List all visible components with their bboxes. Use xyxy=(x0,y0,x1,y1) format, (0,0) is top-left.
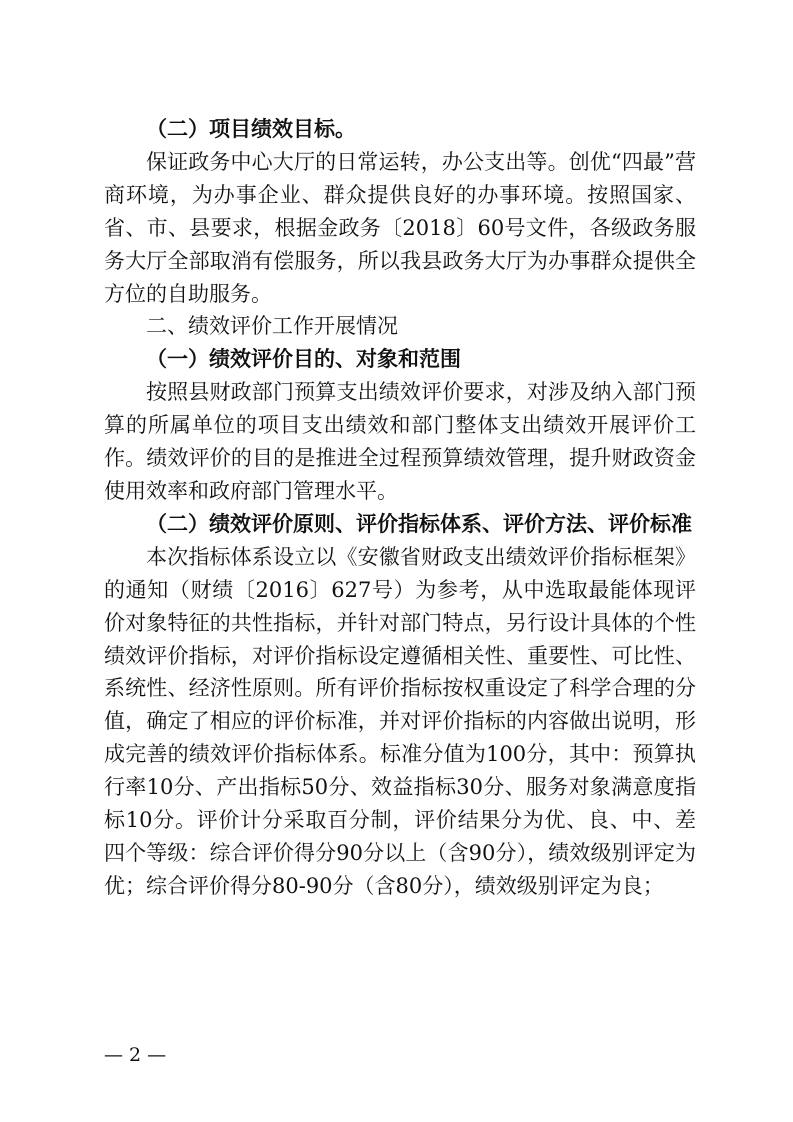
document-body xyxy=(104,113,696,903)
heading-evaluation-principles: （二）绩效评价原则、评价指标体系、评价方法、评价标准 xyxy=(146,510,692,536)
heading-project-goal: （二）项目绩效目标。 xyxy=(146,116,356,141)
paragraph-evaluation-principles: 本次指标体系设立以《安徽省财政支出绩效评价指标框架》的通知（财绩〔2016〕627号）为参考，从中选取最能体现评价对象特征的共性指标，并针对部门特点，另行设计具体的个性绩效评价指标，对评价指标设定遵循相关性、重要性、可比性、系统性、经济性原则。所有评价指标按权重设定了科学合理的分值，确定了相应的评价标准，并对评价指标的内容做出说明，形成完善的绩效评价指标体系。标准分值为100分，其中：预算执行率10分、产出指标50分、效益指标30分、服务对象满意度指标10分。评价计分采取百分制，评价结果分为优、良、中、差四个等级：综合评价得分90分以上（含90分），绩效级别评定为优；综合评价得分80-90分（含80分），绩效级别评定为良； xyxy=(104,544,696,898)
heading-evaluation-purpose: （一）绩效评价目的、对象和范围 xyxy=(146,346,461,372)
page-number: — 2 — xyxy=(104,1044,167,1066)
paragraph-project-goal: 保证政务中心大厅的日常运转，办公支出等。创优“四最”营商环境，为办事企业、群众提供良好的办事环境。按照国家、省、市、县要求，根据金政务〔2018〕60号文件，各级政务服务大厅全部取消有偿服务，所以我县政务大厅为办事群众提供全方位的自助服务。 xyxy=(104,149,696,306)
heading-evaluation-work: 二、绩效评价工作开展情况 xyxy=(146,314,398,339)
paragraph-evaluation-purpose: 按照县财政部门预算支出绩效评价要求，对涉及纳入部门预算的所属单位的项目支出绩效和部门整体支出绩效开展评价工作。绩效评价的目的是推进全过程预算绩效管理，提升财政资金使用效率和政府部门管理水平。 xyxy=(104,380,696,503)
